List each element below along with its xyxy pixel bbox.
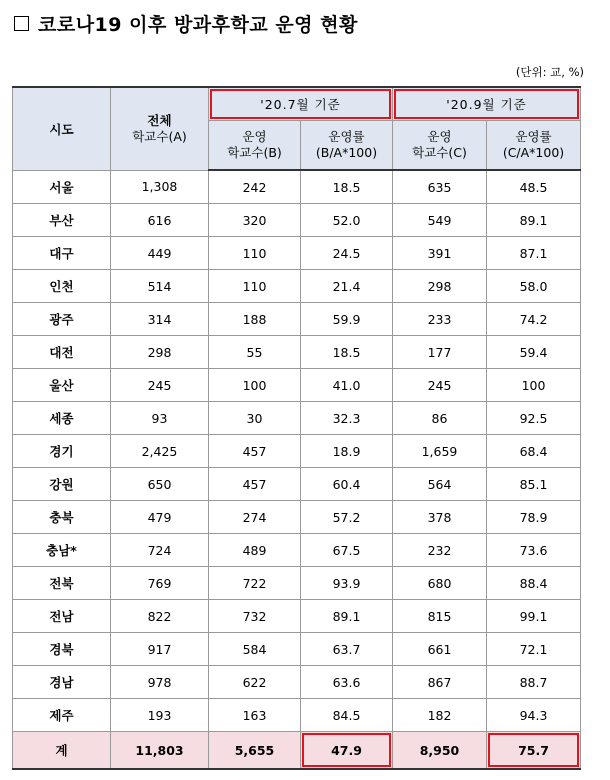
july-rate-cell: 93.9 [301,567,393,600]
september-rate-cell: 78.9 [487,501,581,534]
total-schools-cell: 2,425 [111,435,209,468]
table-row [13,633,581,666]
september-rate-cell: 94.3 [487,699,581,732]
september-rate-cell: 100 [487,369,581,402]
region-cell: 광주 [13,303,111,336]
total-july-operating-cell: 5,655 [209,732,301,770]
header-total-schools [111,87,209,170]
july-operating-cell: 30 [209,402,301,435]
july-rate-cell: 41.0 [301,369,393,402]
region-cell: 경북 [13,633,111,666]
july-rate-cell: 67.5 [301,534,393,567]
september-rate-cell: 68.4 [487,435,581,468]
header-september-rate-line2: (C/A*100) [502,145,565,160]
header-group-july: '20.7월 기준 [209,87,393,121]
september-operating-cell: 245 [393,369,487,402]
table-row [13,303,581,336]
region-cell: 제주 [13,699,111,732]
july-operating-cell: 722 [209,567,301,600]
region-cell: 인천 [13,270,111,303]
table-row [13,204,581,237]
july-operating-cell: 100 [209,369,301,402]
region-cell: 울산 [13,369,111,402]
table-row [13,270,581,303]
september-rate-cell: 72.1 [487,633,581,666]
september-operating-cell: 867 [393,666,487,699]
region-cell: 강원 [13,468,111,501]
total-schools-cell: 917 [111,633,209,666]
july-rate-cell: 60.4 [301,468,393,501]
table-row [13,402,581,435]
september-operating-cell: 391 [393,237,487,270]
september-operating-cell: 549 [393,204,487,237]
september-operating-cell: 661 [393,633,487,666]
total-schools-cell: 978 [111,666,209,699]
july-operating-cell: 584 [209,633,301,666]
header-july-operating [209,121,301,171]
total-schools-cell: 479 [111,501,209,534]
july-operating-cell: 457 [209,468,301,501]
september-rate-cell: 59.4 [487,336,581,369]
september-rate-cell: 88.4 [487,567,581,600]
july-rate-cell: 18.5 [301,336,393,369]
header-total-line2: 학교수(A) [132,128,187,144]
total-schools-cell: 298 [111,336,209,369]
july-operating-cell: 242 [209,170,301,204]
july-rate-cell: 32.3 [301,402,393,435]
july-operating-cell: 110 [209,270,301,303]
september-rate-cell: 73.6 [487,534,581,567]
header-row-1 [13,87,581,121]
september-rate-cell: 87.1 [487,237,581,270]
region-cell: 경남 [13,666,111,699]
region-cell: 서울 [13,170,111,204]
july-rate-cell: 57.2 [301,501,393,534]
september-rate-cell: 99.1 [487,600,581,633]
header-september-operating-line1: 운영 [427,129,452,144]
july-rate-cell: 21.4 [301,270,393,303]
header-september-rate-line1: 운영률 [515,129,552,144]
july-rate-cell: 63.6 [301,666,393,699]
region-cell: 전북 [13,567,111,600]
july-operating-cell: 320 [209,204,301,237]
table-row [13,237,581,270]
july-operating-cell: 732 [209,600,301,633]
header-region: 시도 [13,87,111,170]
july-rate-cell: 63.7 [301,633,393,666]
total-schools-cell: 650 [111,468,209,501]
region-cell: 경기 [13,435,111,468]
september-operating-cell: 298 [393,270,487,303]
september-rate-cell: 89.1 [487,204,581,237]
checkbox-icon [14,16,29,31]
july-rate-cell: 52.0 [301,204,393,237]
september-rate-cell: 58.0 [487,270,581,303]
total-schools-cell: 449 [111,237,209,270]
july-operating-cell: 489 [209,534,301,567]
september-rate-cell: 92.5 [487,402,581,435]
september-operating-cell: 86 [393,402,487,435]
september-operating-cell: 564 [393,468,487,501]
total-september-operating-cell: 8,950 [393,732,487,770]
total-schools-cell: 769 [111,567,209,600]
region-cell: 세종 [13,402,111,435]
school-operation-table [12,86,581,770]
september-operating-cell: 177 [393,336,487,369]
table-row [13,336,581,369]
total-row [13,732,581,770]
table-row [13,435,581,468]
header-september-operating [393,121,487,171]
unit-note: (단위: 교, %) [515,65,584,79]
july-operating-cell: 163 [209,699,301,732]
total-september-rate-cell: 75.7 [487,732,581,770]
september-operating-cell: 1,659 [393,435,487,468]
total-total-schools-cell: 11,803 [111,732,209,770]
total-schools-cell: 514 [111,270,209,303]
july-operating-cell: 622 [209,666,301,699]
total-schools-cell: 193 [111,699,209,732]
table-row [13,567,581,600]
september-operating-cell: 815 [393,600,487,633]
september-rate-cell: 85.1 [487,468,581,501]
header-july-rate [301,121,393,171]
september-operating-cell: 378 [393,501,487,534]
july-rate-cell: 24.5 [301,237,393,270]
region-cell: 대구 [13,237,111,270]
total-region-cell: 계 [13,732,111,770]
header-group-september: '20.9월 기준 [393,87,581,121]
header-july-operating-line2: 학교수(B) [227,145,282,160]
table-row [13,699,581,732]
table-row [13,369,581,402]
total-schools-cell: 822 [111,600,209,633]
september-operating-cell: 232 [393,534,487,567]
total-schools-cell: 1,308 [111,170,209,204]
title-text: 코로나19 이후 방과후학교 운영 현황 [38,13,358,36]
region-cell: 전남 [13,600,111,633]
july-operating-cell: 188 [209,303,301,336]
july-operating-cell: 55 [209,336,301,369]
total-schools-cell: 245 [111,369,209,402]
july-rate-cell: 18.5 [301,170,393,204]
document-title [14,8,358,38]
july-rate-cell: 18.9 [301,435,393,468]
september-rate-cell: 88.7 [487,666,581,699]
table-row [13,600,581,633]
region-cell: 충남* [13,534,111,567]
table-row [13,501,581,534]
region-cell: 대전 [13,336,111,369]
header-september-operating-line2: 학교수(C) [412,145,467,160]
september-operating-cell: 182 [393,699,487,732]
header-july-rate-line2: (B/A*100) [315,145,378,160]
table-row [13,468,581,501]
table-row [13,534,581,567]
july-rate-cell: 89.1 [301,600,393,633]
table-row [13,170,581,204]
total-schools-cell: 93 [111,402,209,435]
region-cell: 부산 [13,204,111,237]
total-schools-cell: 724 [111,534,209,567]
total-schools-cell: 616 [111,204,209,237]
september-operating-cell: 680 [393,567,487,600]
july-operating-cell: 274 [209,501,301,534]
header-july-operating-line1: 운영 [242,129,267,144]
july-operating-cell: 110 [209,237,301,270]
september-operating-cell: 233 [393,303,487,336]
september-rate-cell: 48.5 [487,170,581,204]
header-july-rate-line1: 운영률 [328,129,365,144]
july-rate-cell: 59.9 [301,303,393,336]
september-operating-cell: 635 [393,170,487,204]
september-rate-cell: 74.2 [487,303,581,336]
july-operating-cell: 457 [209,435,301,468]
total-july-rate-cell: 47.9 [301,732,393,770]
region-cell: 충북 [13,501,111,534]
table-body [13,170,581,769]
table-row [13,666,581,699]
header-september-rate [487,121,581,171]
header-total-line1: 전체 [147,112,172,128]
july-rate-cell: 84.5 [301,699,393,732]
total-schools-cell: 314 [111,303,209,336]
